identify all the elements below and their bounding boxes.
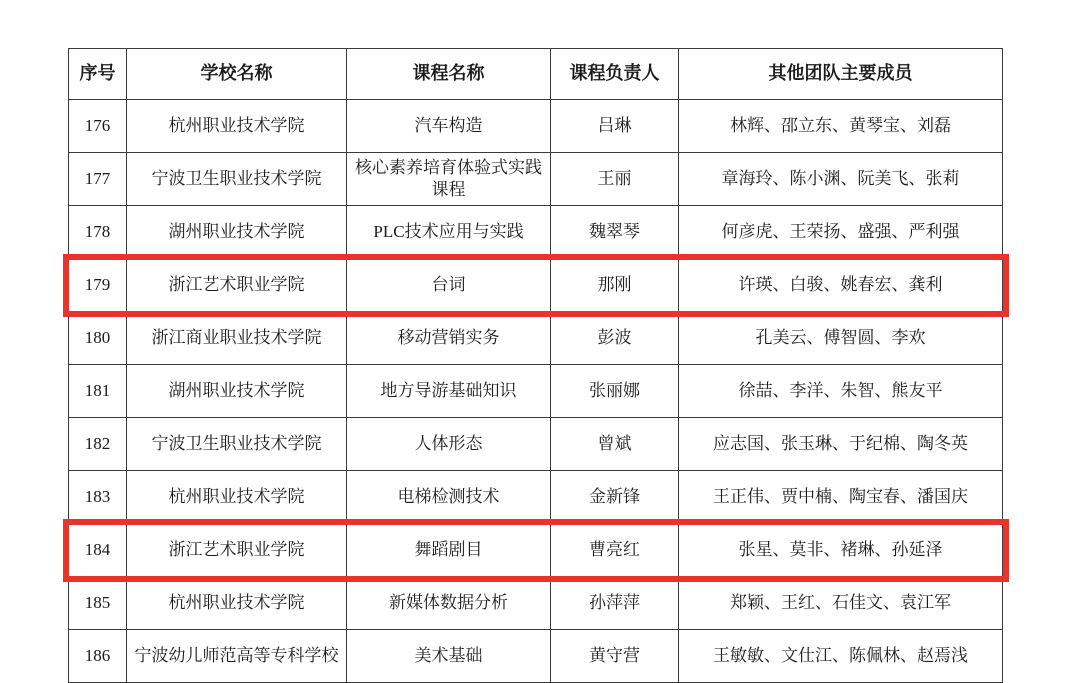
table-row [69,312,1003,365]
column-header-course: 课程名称 [347,49,551,100]
cell-leader: 王丽 [551,153,679,206]
table-row [69,100,1003,153]
cell-index: 176 [69,100,127,153]
cell-members: 孔美云、傅智圆、李欢 [679,312,1003,365]
cell-course: 美术基础 [347,630,551,683]
cell-leader: 孙萍萍 [551,577,679,630]
table-container [68,48,1002,683]
cell-leader: 金新锋 [551,471,679,524]
table-row [69,153,1003,206]
cell-course: 人体形态 [347,418,551,471]
cell-index: 181 [69,365,127,418]
cell-school: 湖州职业技术学院 [127,206,347,259]
cell-school: 浙江商业职业技术学院 [127,312,347,365]
column-header-members: 其他团队主要成员 [679,49,1003,100]
cell-index: 177 [69,153,127,206]
cell-members: 王敏敏、文仕江、陈佩林、赵焉浅 [679,630,1003,683]
table-row-highlighted [69,259,1003,312]
cell-leader: 曾斌 [551,418,679,471]
cell-school: 浙江艺术职业学院 [127,259,347,312]
cell-index: 185 [69,577,127,630]
cell-index: 182 [69,418,127,471]
cell-course: 移动营销实务 [347,312,551,365]
cell-school: 杭州职业技术学院 [127,471,347,524]
course-table [68,48,1003,683]
table-row [69,630,1003,683]
cell-school: 杭州职业技术学院 [127,577,347,630]
cell-leader: 黄守营 [551,630,679,683]
cell-members: 张星、莫非、褚琳、孙延泽 [679,524,1003,577]
cell-index: 184 [69,524,127,577]
cell-members: 徐喆、李洋、朱智、熊友平 [679,365,1003,418]
cell-members: 王正伟、贾中楠、陶宝春、潘国庆 [679,471,1003,524]
cell-leader: 那刚 [551,259,679,312]
cell-members: 应志国、张玉琳、于纪棉、陶冬英 [679,418,1003,471]
cell-leader: 彭波 [551,312,679,365]
cell-course: 电梯检测技术 [347,471,551,524]
table-row [69,577,1003,630]
cell-school: 宁波卫生职业技术学院 [127,418,347,471]
cell-leader: 曹亮红 [551,524,679,577]
table-header-row [69,49,1003,100]
cell-course: PLC技术应用与实践 [347,206,551,259]
cell-school: 浙江艺术职业学院 [127,524,347,577]
table-row-highlighted [69,524,1003,577]
cell-members: 郑颖、王红、石佳文、袁江军 [679,577,1003,630]
cell-course: 台词 [347,259,551,312]
cell-school: 宁波卫生职业技术学院 [127,153,347,206]
cell-members: 林辉、邵立东、黄琴宝、刘磊 [679,100,1003,153]
column-header-leader: 课程负责人 [551,49,679,100]
cell-index: 186 [69,630,127,683]
table-row [69,365,1003,418]
cell-leader: 张丽娜 [551,365,679,418]
cell-index: 180 [69,312,127,365]
cell-members: 何彦虎、王荣扬、盛强、严利强 [679,206,1003,259]
cell-course: 地方导游基础知识 [347,365,551,418]
cell-members: 许瑛、白骏、姚春宏、龚利 [679,259,1003,312]
cell-leader: 魏翠琴 [551,206,679,259]
table-row [69,418,1003,471]
cell-course: 核心素养培育体验式实践课程 [347,153,551,206]
cell-leader: 吕琳 [551,100,679,153]
table-row [69,206,1003,259]
cell-members: 章海玲、陈小渊、阮美飞、张莉 [679,153,1003,206]
column-header-index: 序号 [69,49,127,100]
column-header-school: 学校名称 [127,49,347,100]
cell-index: 179 [69,259,127,312]
cell-course: 舞蹈剧目 [347,524,551,577]
cell-school: 湖州职业技术学院 [127,365,347,418]
table-row [69,471,1003,524]
cell-index: 178 [69,206,127,259]
table-body [69,100,1003,683]
cell-school: 宁波幼儿师范高等专科学校 [127,630,347,683]
cell-index: 183 [69,471,127,524]
cell-course: 汽车构造 [347,100,551,153]
cell-course: 新媒体数据分析 [347,577,551,630]
cell-school: 杭州职业技术学院 [127,100,347,153]
